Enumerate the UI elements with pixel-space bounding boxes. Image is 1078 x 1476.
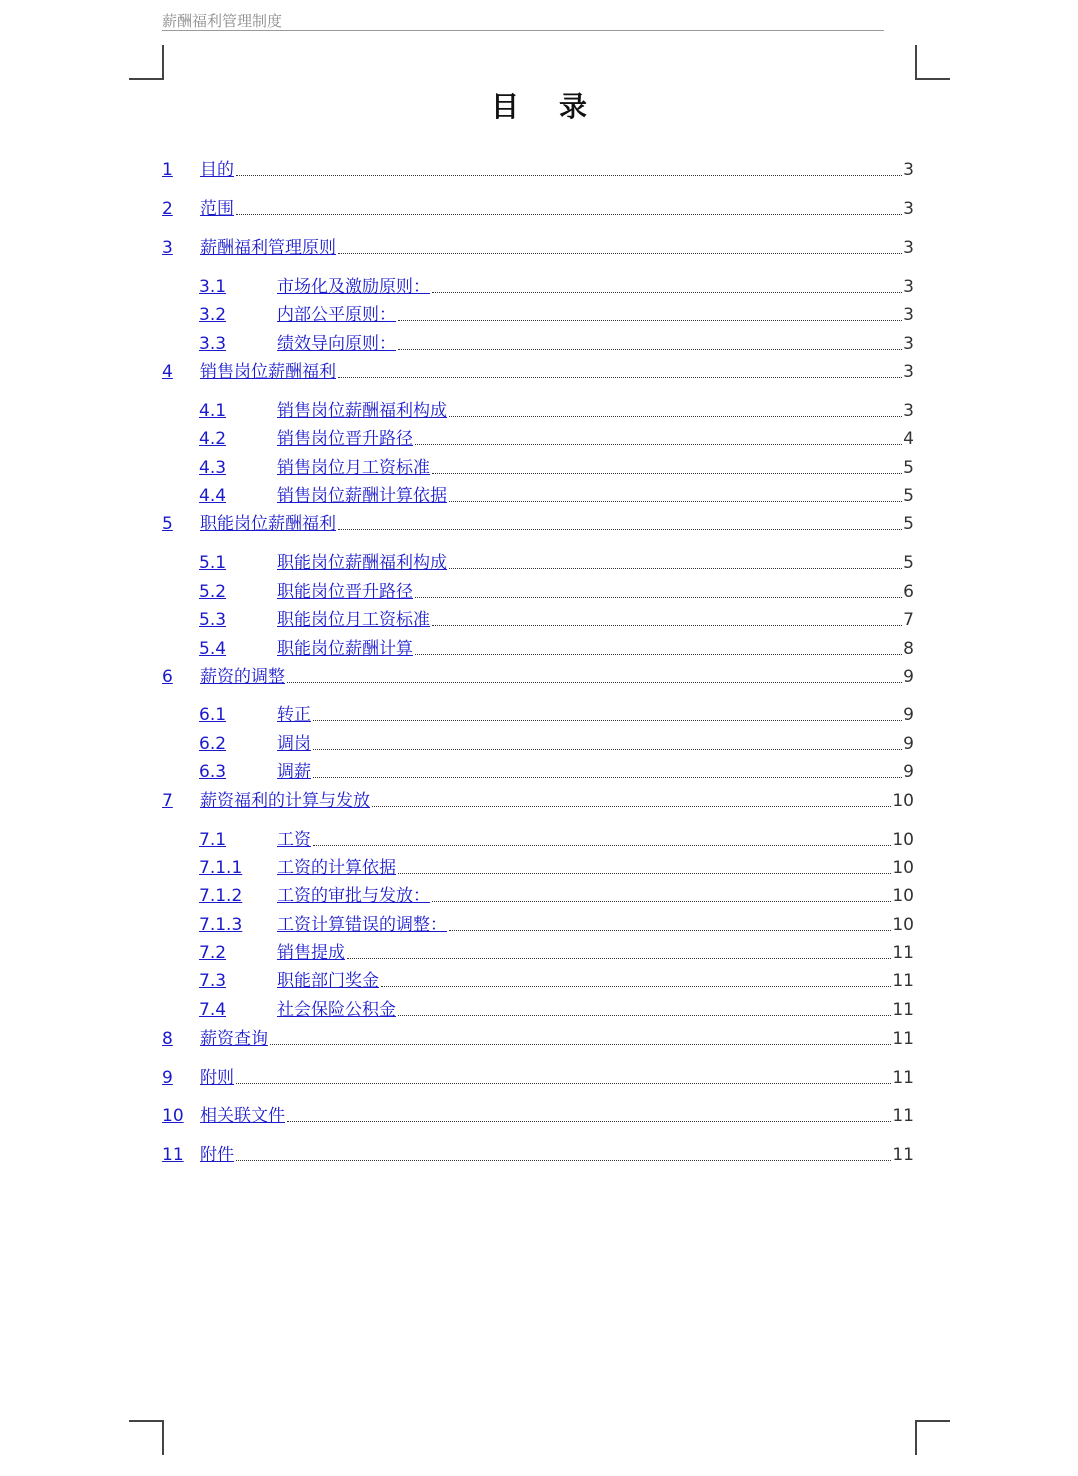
toc-dot-leader <box>236 1160 891 1161</box>
page-header-text: 薪酬福利管理制度 <box>162 12 283 30</box>
toc-entry[interactable] <box>162 360 914 382</box>
toc-page-number: 3 <box>903 238 914 258</box>
toc-page-number: 11 <box>892 1000 914 1020</box>
toc-entry-number[interactable]: 6.3 <box>199 762 227 782</box>
toc-entry-title-link[interactable]: 调薪 <box>277 762 311 782</box>
toc-entry[interactable] <box>162 456 914 478</box>
toc-entry-title-link[interactable]: 销售岗位薪酬福利构成 <box>277 401 447 421</box>
toc-entry[interactable] <box>162 158 914 180</box>
toc-entry-title-link[interactable]: 内部公平原则： <box>277 305 396 325</box>
toc-title: 目录 <box>490 90 627 123</box>
toc-page-number: 3 <box>903 277 914 297</box>
toc-page-number: 11 <box>892 971 914 991</box>
toc-entry-number[interactable]: 7 <box>162 791 173 811</box>
toc-dot-leader <box>449 501 902 502</box>
crop-mark-top-right <box>915 45 950 80</box>
toc-entry-number[interactable]: 7.1.2 <box>199 886 243 906</box>
toc-entry[interactable] <box>162 1104 914 1126</box>
toc-page-number: 10 <box>892 830 914 850</box>
toc-entry-title-link[interactable]: 社会保险公积金 <box>277 1000 396 1020</box>
toc-page-number: 5 <box>903 553 914 573</box>
toc-page-number: 10 <box>892 915 914 935</box>
toc-entry-title-link[interactable]: 职能部门奖金 <box>277 971 379 991</box>
toc-entry[interactable] <box>162 1027 914 1049</box>
toc-entry[interactable] <box>162 789 914 811</box>
toc-entry[interactable] <box>162 760 914 782</box>
toc-page-number: 6 <box>903 582 914 602</box>
toc-page-number: 3 <box>903 160 914 180</box>
toc-dot-leader <box>449 416 902 417</box>
toc-entry-number[interactable]: 11 <box>162 1145 184 1165</box>
toc-entry-number[interactable]: 6.2 <box>199 734 227 754</box>
toc-dot-leader <box>432 625 902 626</box>
toc-dot-leader <box>338 529 902 530</box>
toc-entry-title-link[interactable]: 附件 <box>200 1145 234 1165</box>
toc-page-number: 9 <box>903 705 914 725</box>
toc-entry-number[interactable]: 5.3 <box>199 610 227 630</box>
toc-entry[interactable] <box>162 969 914 991</box>
toc-dot-leader <box>236 175 902 176</box>
toc-dot-leader <box>313 777 902 778</box>
toc-entry-number[interactable]: 5 <box>162 514 173 534</box>
toc-entry-number[interactable]: 4.4 <box>199 486 227 506</box>
toc-page-number: 3 <box>903 305 914 325</box>
toc-entry-title-link[interactable]: 职能岗位薪酬福利构成 <box>277 553 447 573</box>
toc-dot-leader <box>236 1083 891 1084</box>
toc-entry-title-link[interactable]: 市场化及激励原则： <box>277 277 430 297</box>
toc-entry[interactable] <box>162 236 914 258</box>
toc-entry[interactable] <box>162 913 914 935</box>
toc-dot-leader <box>432 901 891 902</box>
toc-entry-title-link[interactable]: 销售岗位薪酬计算依据 <box>277 486 447 506</box>
toc-entry-number[interactable]: 9 <box>162 1068 173 1088</box>
toc-dot-leader <box>449 930 891 931</box>
toc-entry-title-link[interactable]: 工资计算错误的调整： <box>277 915 447 935</box>
toc-entry-title-link[interactable]: 薪资查询 <box>200 1029 268 1049</box>
toc-entry-title-link[interactable]: 相关联文件 <box>200 1106 285 1126</box>
toc-entry[interactable] <box>162 665 914 687</box>
toc-page-number: 8 <box>903 639 914 659</box>
toc-dot-leader <box>381 986 891 987</box>
toc-entry-number[interactable]: 7.3 <box>199 971 227 991</box>
toc-page-number: 11 <box>892 943 914 963</box>
toc-entry[interactable] <box>162 484 914 506</box>
toc-entry-title-link[interactable]: 销售提成 <box>277 943 345 963</box>
toc-entry[interactable] <box>162 551 914 573</box>
toc-page-number: 9 <box>903 734 914 754</box>
toc-dot-leader <box>398 873 891 874</box>
toc-dot-leader <box>415 444 902 445</box>
toc-page-number: 4 <box>903 429 914 449</box>
toc-entry[interactable] <box>162 197 914 219</box>
toc-entry-title-link[interactable]: 薪酬福利管理原则 <box>200 238 336 258</box>
toc-dot-leader <box>338 377 902 378</box>
toc-entry[interactable] <box>162 580 914 602</box>
toc-page-number: 5 <box>903 486 914 506</box>
toc-page-number: 5 <box>903 514 914 534</box>
toc-dot-leader <box>270 1044 891 1045</box>
toc-entry-number[interactable]: 5.1 <box>199 553 227 573</box>
toc-entry[interactable] <box>162 828 914 850</box>
toc-entry-number[interactable]: 8 <box>162 1029 173 1049</box>
toc-entry-number[interactable]: 5.4 <box>199 639 227 659</box>
toc-entry[interactable] <box>162 1066 914 1088</box>
toc-page-number: 11 <box>892 1029 914 1049</box>
toc-dot-leader <box>432 292 902 293</box>
toc-entry-number[interactable]: 4.3 <box>199 458 227 478</box>
toc-entry[interactable] <box>162 1143 914 1165</box>
toc-dot-leader <box>432 473 902 474</box>
toc-page-number: 11 <box>892 1068 914 1088</box>
toc-entry-title-link[interactable]: 附则 <box>200 1068 234 1088</box>
toc-page-number: 10 <box>892 886 914 906</box>
toc-entry[interactable] <box>162 998 914 1020</box>
toc-page-number: 3 <box>903 401 914 421</box>
toc-entry-number[interactable]: 3.1 <box>199 277 227 297</box>
toc-dot-leader <box>287 1121 891 1122</box>
crop-mark-bottom-left <box>129 1420 164 1455</box>
toc-entry[interactable] <box>162 856 914 878</box>
toc-entry-title-link[interactable]: 职能岗位月工资标准 <box>277 610 430 630</box>
toc-entry-number[interactable]: 7.1 <box>199 830 227 850</box>
toc-entry-number[interactable]: 6.1 <box>199 705 227 725</box>
toc-entry-number[interactable]: 4 <box>162 362 173 382</box>
toc-entry[interactable] <box>162 941 914 963</box>
table-of-contents <box>162 0 914 1476</box>
toc-entry-title-link[interactable]: 职能岗位薪酬福利 <box>200 514 336 534</box>
toc-entry-number[interactable]: 10 <box>162 1106 184 1126</box>
toc-entry-title-link[interactable]: 职能岗位晋升路径 <box>277 582 413 602</box>
crop-mark-bottom-right <box>915 1420 950 1455</box>
toc-dot-leader <box>415 654 902 655</box>
toc-page-number: 11 <box>892 1106 914 1126</box>
toc-dot-leader <box>398 349 902 350</box>
toc-dot-leader <box>313 749 902 750</box>
toc-dot-leader <box>415 597 902 598</box>
toc-entry-number[interactable]: 7.2 <box>199 943 227 963</box>
toc-page-number: 3 <box>903 334 914 354</box>
toc-entry-title-link[interactable]: 销售岗位月工资标准 <box>277 458 430 478</box>
toc-dot-leader <box>372 806 891 807</box>
toc-entry-title-link[interactable]: 销售岗位晋升路径 <box>277 429 413 449</box>
toc-dot-leader <box>236 214 902 215</box>
toc-page-number: 7 <box>903 610 914 630</box>
toc-entry-title-link[interactable]: 销售岗位薪酬福利 <box>200 362 336 382</box>
toc-dot-leader <box>347 958 891 959</box>
toc-entry-number[interactable]: 6 <box>162 667 173 687</box>
toc-entry-title-link[interactable]: 范围 <box>200 199 234 219</box>
toc-entry-number[interactable]: 4.1 <box>199 401 227 421</box>
toc-dot-leader <box>338 253 902 254</box>
toc-entry-number[interactable]: 2 <box>162 199 173 219</box>
toc-entry-title-link[interactable]: 职能岗位薪酬计算 <box>277 639 413 659</box>
toc-entry-number[interactable]: 1 <box>162 160 173 180</box>
toc-page-number: 3 <box>903 362 914 382</box>
toc-entry-title-link[interactable]: 工资的计算依据 <box>277 858 396 878</box>
toc-entry-number[interactable]: 7.4 <box>199 1000 227 1020</box>
toc-entry[interactable] <box>162 732 914 754</box>
toc-entry-number[interactable]: 7.1.1 <box>199 858 243 878</box>
toc-entry[interactable] <box>162 512 914 534</box>
toc-entry-number[interactable]: 4.2 <box>199 429 227 449</box>
toc-dot-leader <box>398 1015 891 1016</box>
toc-page-number: 9 <box>903 667 914 687</box>
toc-entry-title-link[interactable]: 工资 <box>277 830 311 850</box>
toc-entry[interactable] <box>162 608 914 630</box>
toc-entry[interactable] <box>162 703 914 725</box>
toc-entry-number[interactable]: 5.2 <box>199 582 227 602</box>
toc-entry[interactable] <box>162 399 914 421</box>
toc-page-number: 10 <box>892 791 914 811</box>
toc-entry-title-link[interactable]: 目的 <box>200 160 234 180</box>
toc-entry[interactable] <box>162 637 914 659</box>
toc-page-number: 10 <box>892 858 914 878</box>
toc-dot-leader <box>313 845 891 846</box>
toc-entry-number[interactable]: 3 <box>162 238 173 258</box>
toc-dot-leader <box>449 568 902 569</box>
toc-entry-title-link[interactable]: 调岗 <box>277 734 311 754</box>
toc-entry-number[interactable]: 7.1.3 <box>199 915 243 935</box>
toc-entry[interactable] <box>162 332 914 354</box>
toc-page-number: 3 <box>903 199 914 219</box>
toc-dot-leader <box>313 720 902 721</box>
toc-entry-title-link[interactable]: 薪资的调整 <box>200 667 285 687</box>
toc-entry[interactable] <box>162 427 914 449</box>
toc-entry[interactable] <box>162 275 914 297</box>
toc-dot-leader <box>398 320 902 321</box>
toc-entry[interactable] <box>162 303 914 325</box>
crop-mark-top-left <box>129 45 164 80</box>
toc-entry-title-link[interactable]: 薪资福利的计算与发放 <box>200 791 370 811</box>
toc-entry-number[interactable]: 3.2 <box>199 305 227 325</box>
toc-entry-title-link[interactable]: 绩效导向原则： <box>277 334 396 354</box>
toc-entry-title-link[interactable]: 转正 <box>277 705 311 725</box>
toc-page-number: 5 <box>903 458 914 478</box>
toc-dot-leader <box>287 682 902 683</box>
toc-entry-number[interactable]: 3.3 <box>199 334 227 354</box>
toc-page-number: 9 <box>903 762 914 782</box>
toc-entry[interactable] <box>162 884 914 906</box>
toc-page-number: 11 <box>892 1145 914 1165</box>
toc-entry-title-link[interactable]: 工资的审批与发放： <box>277 886 430 906</box>
